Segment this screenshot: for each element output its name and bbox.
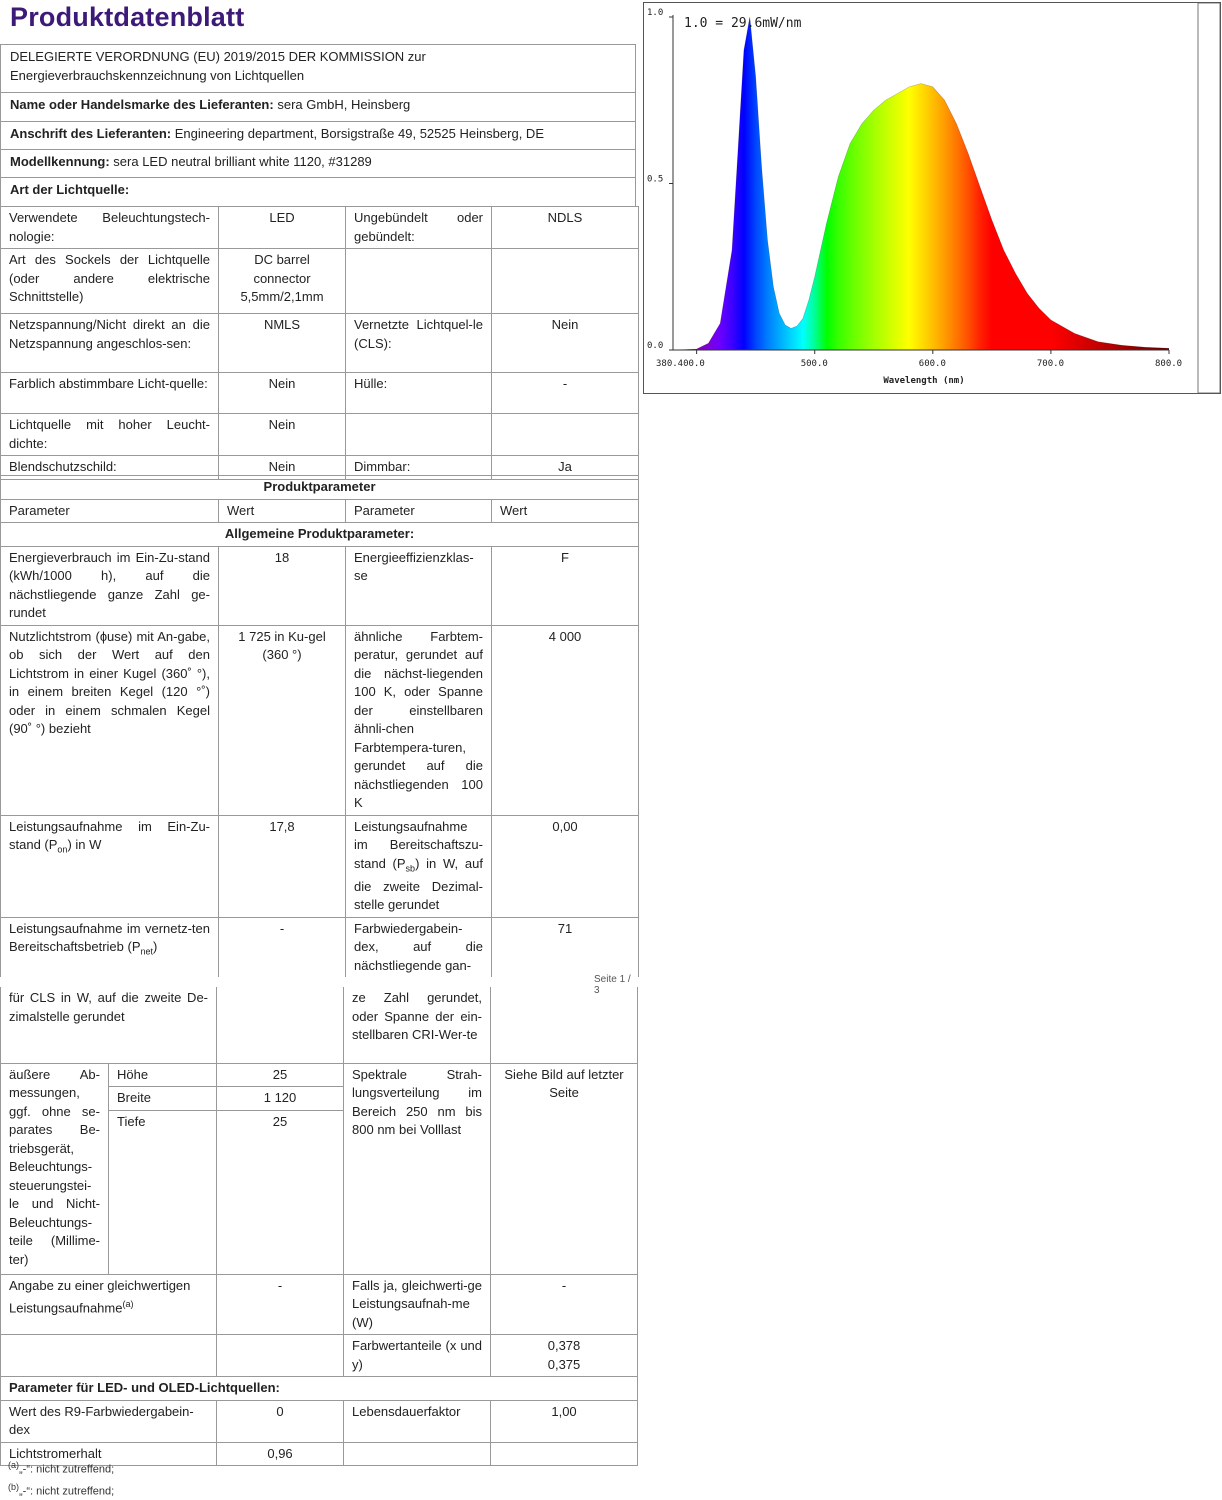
table-row <box>1 523 639 547</box>
cell-cct-label: ähnliche Farbtem-peratur, gerundet auf die nächst-liegenden 100 K, oder Spanne der einstellbaren ähnli-chen Farbtempera-turen, gerundet auf die nächstliegenden 100 K <box>346 625 492 815</box>
cell-cct-value: 4 000 <box>492 625 639 815</box>
table-row <box>1 249 639 314</box>
table-row <box>1 1063 638 1087</box>
cell-empty <box>491 1442 638 1466</box>
cell-r9-label: Wert des R9-Farbwiedergabein-dex <box>1 1400 217 1442</box>
spectrum-svg <box>644 3 1220 393</box>
cell-empty <box>1 1335 217 1377</box>
address-label: Anschrift des Lieferanten: <box>10 126 172 141</box>
y-tick-label: 0.5 <box>647 174 664 185</box>
cell-antiglare-label: Blendschutzschild: <box>1 456 219 480</box>
table-row <box>1 1274 638 1335</box>
cell-mains-label: Netzspannung/Nicht direkt an die Netzspannung angeschlos-sen: <box>1 314 219 373</box>
cell-lumen-value: 0,96 <box>217 1442 344 1466</box>
cell-focus-value: NDLS <box>492 207 639 249</box>
footnote-b: $^{(b)}$„-“: nicht zutreffend; <box>8 1482 115 1498</box>
cell-focus-label: Ungebündelt oder gebündelt: <box>346 207 492 249</box>
table-row <box>1 207 639 249</box>
cell-envelope-value: - <box>492 373 639 414</box>
supplier-row <box>0 92 636 122</box>
table-row <box>1 1335 638 1377</box>
cell-pon-label: Leistungsaufnahme im Ein-Zu-stand $(P_{on})$ in W <box>1 815 219 917</box>
cell-pnet-cont: für CLS in W, auf die zweite De-zimalstelle gerundet <box>1 987 217 1063</box>
table-row <box>1 476 639 500</box>
cell-psb-value: 0,00 <box>492 815 639 917</box>
params-section-title: Produktparameter <box>1 476 639 500</box>
cell-dims-label: äußere Ab-messungen, ggf. ohne se-parates Be-triebsgerät, Beleuchtungs-steuerungstei-le und Nicht-Beleuchtungs-teile (Millime-ter) <box>1 1063 109 1274</box>
cell-hld-label: Lichtquelle mit hoher Leucht-dichte: <box>1 414 219 456</box>
cell-cri-label: Farbwiedergabein-dex, auf die nächstliegende gan- <box>346 917 492 977</box>
cell-envelope-label: Hülle: <box>346 373 492 414</box>
cell-life-label: Lebensdauerfaktor <box>344 1400 491 1442</box>
cell-dimmable-value: Ja <box>492 456 639 480</box>
led-params-title: Parameter für LED- und OLED-Lichtquellen: <box>1 1377 638 1401</box>
cell-efficiency-value: F <box>492 546 639 625</box>
cell-equiv-value: - <box>217 1274 344 1335</box>
cell-dim-name: Tiefe <box>109 1110 217 1274</box>
chroma-y: 0,375 <box>547 1356 581 1372</box>
table-row <box>1 1400 638 1442</box>
cell-mains-value: NMLS <box>219 314 346 373</box>
cell-cri-cont: ze Zahl gerundet, oder Spanne der ein-stellbaren CRI-Wer-te <box>344 987 491 1063</box>
cell-empty <box>491 987 638 1063</box>
spectrum-area <box>673 17 1169 350</box>
continuation-table <box>0 987 638 1466</box>
table-row <box>1 987 638 1063</box>
cell-equiv-label: Angabe zu einer gleichwertigen Leistungsaufnahme$^{(a)}$ <box>1 1274 217 1335</box>
cell-flux-value: 1 725 in Ku-gel (360 °) <box>219 625 346 815</box>
table-row <box>1 815 639 917</box>
supplier-value: sera GmbH, Heinsberg <box>277 97 411 112</box>
page-number: Seite 1 / 3 <box>594 974 631 996</box>
cell-dim-value: 25 <box>217 1110 344 1274</box>
cell-technology-label: Verwendete Beleuchtungstech-nologie: <box>1 207 219 249</box>
cell-socket-label: Art des Sockels der Lichtquelle (oder andere elektrische Schnittstelle) <box>1 249 219 314</box>
cell-ifyes-label: Falls ja, gleichwerti-ge Leistungsaufnah-me (W) <box>344 1274 491 1335</box>
cell-r9-value: 0 <box>217 1400 344 1442</box>
table-row <box>1 499 639 523</box>
y-tick-label: 1.0 <box>647 8 664 18</box>
cell-lumen-label: Lichtstromerhalt <box>1 1442 217 1466</box>
x-tick-label: 380.400.0 <box>656 359 705 369</box>
header-value: Wert <box>492 499 639 523</box>
cell-pnet-label: Leistungsaufnahme im vernetz-ten Bereitschaftsbetrieb $(P_{net})$ <box>1 917 219 977</box>
cell-empty <box>492 249 639 314</box>
cell-energy-label: Energieverbrauch im Ein-Zu-stand (kWh/1000 h), auf die nächstliegende ganze Zahl ge-rundet <box>1 546 219 625</box>
cell-life-value: 1,00 <box>491 1400 638 1442</box>
supplier-label: Name oder Handelsmarke des Lieferanten: <box>10 97 274 112</box>
table-row <box>1 917 639 977</box>
cell-technology-value: LED <box>219 207 346 249</box>
model-label: Modellkennung: <box>10 154 110 169</box>
cell-tunable-label: Farblich abstimmbare Licht-quelle: <box>1 373 219 414</box>
table-row <box>1 546 639 625</box>
cell-empty <box>346 249 492 314</box>
address-row <box>0 121 636 150</box>
address-value: Engineering department, Borsigstraße 49, 52525 Heinsberg, DE <box>174 126 544 141</box>
cell-chroma-label: Farbwertanteile (x und y) <box>344 1335 491 1377</box>
table-row <box>1 625 639 815</box>
cell-chroma-value <box>491 1335 638 1377</box>
table-row <box>1 1377 638 1401</box>
type-title: Art der Lichtquelle: <box>10 182 130 197</box>
chart-right-strip <box>1198 3 1220 393</box>
chart-annotation: 1.0 = 29.6mW/nm <box>684 16 802 31</box>
cell-cls-value: Nein <box>492 314 639 373</box>
cell-cri-value: 71 <box>492 917 639 977</box>
cell-empty <box>217 1335 344 1377</box>
x-tick-label: 600.0 <box>918 359 946 369</box>
cell-pnet-value: - <box>219 917 346 977</box>
regulation-text: DELEGIERTE VERORDNUNG (EU) 2019/2015 DER KOMMISSION zur Energieverbrauchskennzeichnung von Lichtquellen <box>10 49 426 83</box>
table-row <box>1 373 639 414</box>
cell-efficiency-label: Energieeffizienzklas-se <box>346 546 492 625</box>
table-row <box>1 314 639 373</box>
chroma-x: 0,378 <box>547 1338 581 1353</box>
x-axis-label: Wavelength (nm) <box>883 376 965 386</box>
header-block <box>0 0 638 206</box>
cell-spectral-value: Siehe Bild auf letzter Seite <box>491 1063 638 1274</box>
regulation-row <box>0 44 636 93</box>
general-params-title: Allgemeine Produktparameter: <box>1 523 639 547</box>
cell-empty <box>346 414 492 456</box>
cell-dim-value: 25 <box>217 1063 344 1087</box>
plot-area <box>647 8 1182 386</box>
cell-dim-name: Breite <box>109 1087 217 1111</box>
y-tick-label: 0.0 <box>647 341 664 351</box>
cell-dim-value: 1 120 <box>217 1087 344 1111</box>
cell-empty <box>492 414 639 456</box>
page-title: Produktdatenblatt <box>10 2 245 32</box>
type-table <box>0 206 639 480</box>
type-title-row <box>0 177 636 207</box>
x-tick-label: 500.0 <box>800 359 828 369</box>
spectrum-chart <box>643 2 1221 394</box>
model-value: sera LED neutral brilliant white 1120, #31289 <box>113 154 372 169</box>
cell-ifyes-value: - <box>491 1274 638 1335</box>
x-tick-label: 800.0 <box>1155 359 1183 369</box>
cell-pon-value: 17,8 <box>219 815 346 917</box>
header-param: Parameter <box>346 499 492 523</box>
cell-hld-value: Nein <box>219 414 346 456</box>
cell-dimmable-label: Dimmbar: <box>346 456 492 480</box>
cell-flux-label: Nutzlichtstrom (ɸuse) mit An-gabe, ob sich der Wert auf den Lichtstrom in einer Kugel (360˚ °), in einem breiten Kegel (120 °˚) oder in einem schmalen Kegel (90˚ °) bezieht <box>1 625 219 815</box>
cell-socket-value: DC barrel connector 5,5mm/2,1mm <box>219 249 346 314</box>
model-row <box>0 149 636 178</box>
cell-tunable-value: Nein <box>219 373 346 414</box>
footnote-a: $^{(a)}$„-“: nicht zutreffend; <box>8 1460 115 1476</box>
header-param: Parameter <box>1 499 219 523</box>
cell-empty <box>344 1442 491 1466</box>
cell-spectral-label: Spektrale Strah-lungsverteilung im Bereich 250 nm bis 800 nm bei Volllast <box>344 1063 491 1274</box>
params-table <box>0 475 639 977</box>
header-value: Wert <box>219 499 346 523</box>
cell-psb-label: Leistungsaufnahme im Bereitschaftszu-stand $(P_{sb})$ in W, auf die zweite Dezimal-stelle gerundet <box>346 815 492 917</box>
cell-antiglare-value: Nein <box>219 456 346 480</box>
table-row <box>1 414 639 456</box>
cell-dim-name: Höhe <box>109 1063 217 1087</box>
x-tick-label: 700.0 <box>1036 359 1064 369</box>
cell-cls-label: Vernetzte Lichtquel-le (CLS): <box>346 314 492 373</box>
cell-energy-value: 18 <box>219 546 346 625</box>
cell-empty <box>217 987 344 1063</box>
